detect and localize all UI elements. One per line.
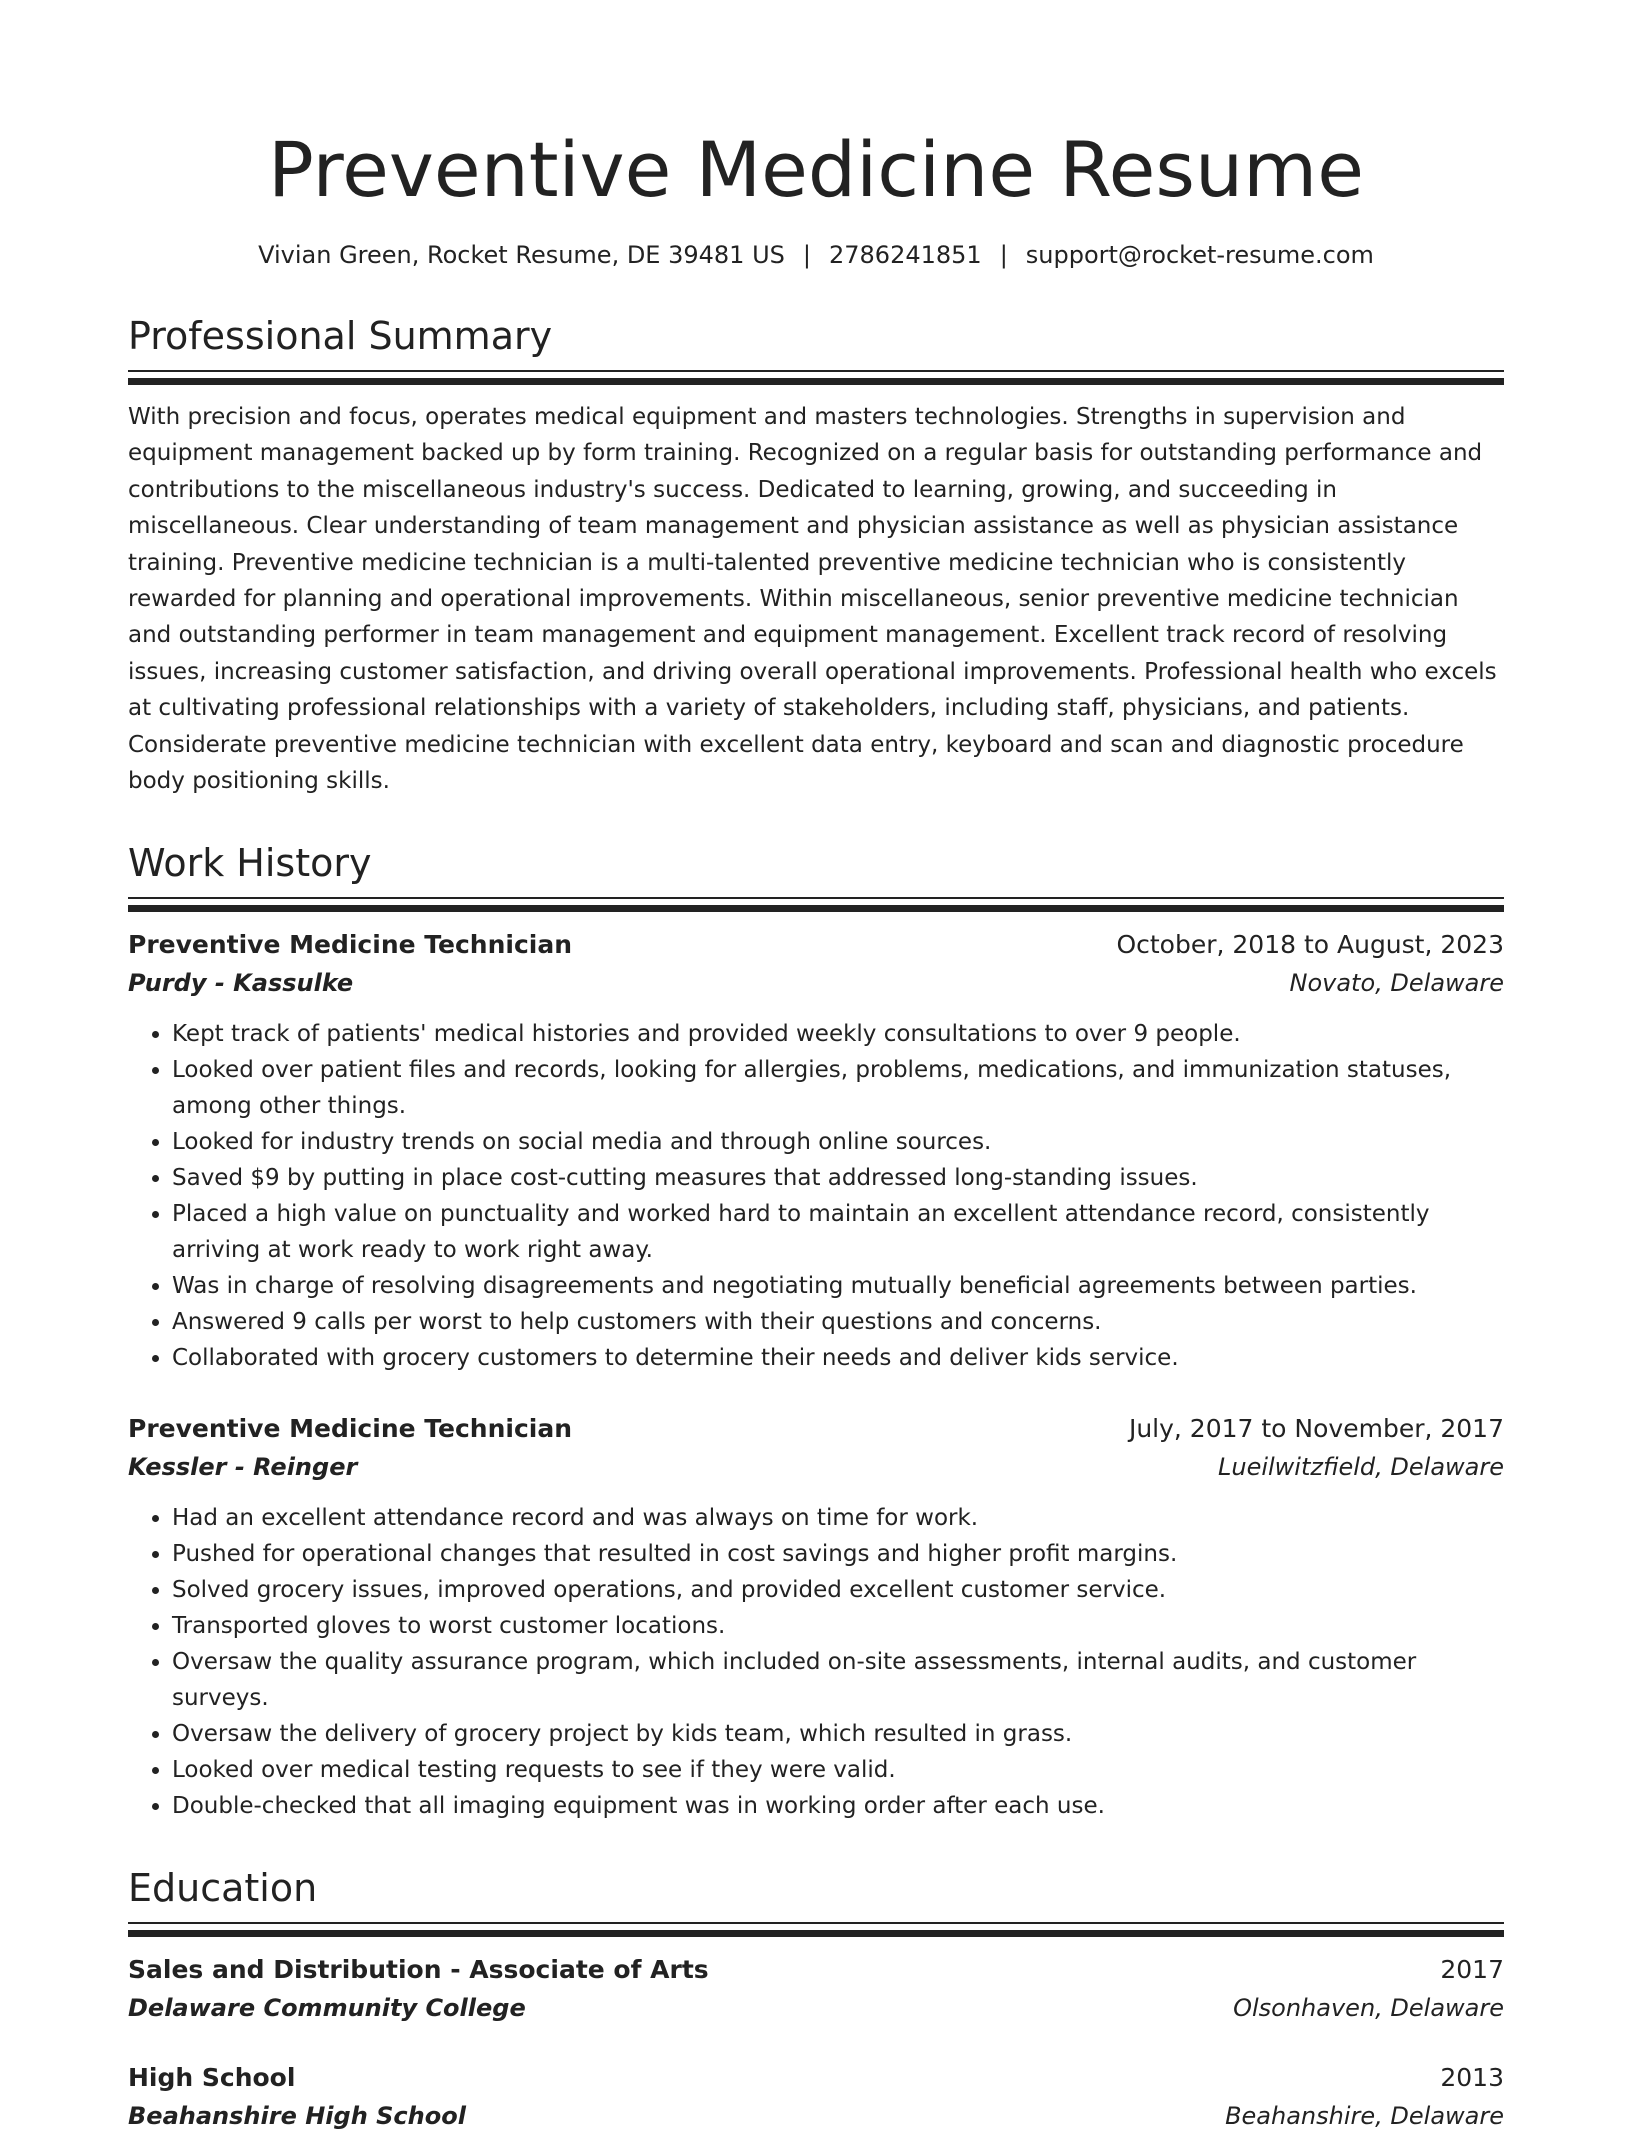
job-location: Lueilwitzfield, Delaware bbox=[1217, 1453, 1504, 1482]
job-bullet: • Looked for industry trends on social media and through online sources. bbox=[172, 1124, 1504, 1160]
job-title: Preventive Medicine Technician bbox=[128, 1414, 573, 1444]
contact-phone: 2786241851 bbox=[828, 241, 982, 269]
section-heading-summary: Professional Summary bbox=[128, 314, 553, 358]
section-divider bbox=[128, 897, 1504, 912]
job-bullet: • Solved grocery issues, improved operations, and provided excellent customer service. bbox=[172, 1572, 1504, 1608]
section-heading-work: Work History bbox=[128, 841, 372, 886]
job-title: Preventive Medicine Technician bbox=[128, 930, 573, 960]
education-school: Delaware Community College bbox=[128, 1994, 526, 2023]
section-heading-education: Education bbox=[128, 1866, 318, 1911]
education-location: Beahanshire, Delaware bbox=[1225, 2102, 1504, 2131]
section-divider bbox=[128, 370, 1504, 385]
job-bullet: • Looked over medical testing requests to see if they were valid. bbox=[172, 1752, 1504, 1788]
contact-address: Vivian Green, Rocket Resume, DE 39481 US bbox=[258, 241, 785, 269]
summary-text: With precision and focus, operates medical equipment and masters technologies. Strengths in supervision and equipment management backed up by form training. Recognized on a regular basis for outstanding performance and contributions to the miscellaneous industry's success. Dedicated to learning, growing, and succeeding in miscellaneous. Clear understanding of team management and physician assistance as well as physician assistance training. Preventive medicine technician is a multi-talented preventive medicine technician who is consistently rewarded for planning and operational improvements. Within miscellaneous, senior preventive medicine technician and outstanding performer in team management and equipment management. Excellent track record of resolving issues, increasing customer satisfaction, and driving overall operational improvements. Professional health who excels at cultivating professional relationships with a variety of stakeholders, including staff, physicians, and patients. Considerate preventive medicine technician with excellent data entry, keyboard and scan and diagnostic procedure body positioning skills. bbox=[128, 404, 1497, 795]
job-location: Novato, Delaware bbox=[1289, 969, 1504, 998]
job-bullet: • Looked over patient files and records, looking for allergies, problems, medications, and immunization statuses, among other things. bbox=[172, 1052, 1504, 1124]
job-bullet: • Collaborated with grocery customers to determine their needs and deliver kids service. bbox=[172, 1340, 1504, 1376]
section-divider bbox=[128, 1922, 1504, 1937]
education-entry bbox=[128, 2059, 1504, 2135]
job-bullet: • Double-checked that all imaging equipment was in working order after each use. bbox=[172, 1788, 1504, 1824]
job-bullet: • Answered 9 calls per worst to help customers with their questions and concerns. bbox=[172, 1304, 1504, 1340]
education-year: 2013 bbox=[1440, 2063, 1504, 2093]
contact-separator: | bbox=[802, 241, 811, 269]
job-bullet: • Had an excellent attendance record and was always on time for work. bbox=[172, 1500, 1504, 1536]
job-bullets bbox=[128, 1500, 1504, 1824]
job-bullet: • Oversaw the delivery of grocery project by kids team, which resulted in grass. bbox=[172, 1716, 1504, 1752]
resume-page bbox=[128, 0, 1504, 2135]
contact-separator: | bbox=[999, 241, 1008, 269]
job-dates: October, 2018 to August, 2023 bbox=[1116, 930, 1504, 960]
education-location: Olsonhaven, Delaware bbox=[1233, 1994, 1504, 2023]
job-dates: July, 2017 to November, 2017 bbox=[1128, 1414, 1504, 1444]
job-entry bbox=[128, 1410, 1504, 1824]
job-bullet: • Kept track of patients' medical histories and provided weekly consultations to over 9 people. bbox=[172, 1016, 1504, 1052]
contact-line bbox=[128, 238, 1504, 272]
job-bullet: • Transported gloves to worst customer locations. bbox=[172, 1608, 1504, 1644]
education-school: Beahanshire High School bbox=[128, 2102, 466, 2131]
resume-title: Preventive Medicine Resume bbox=[268, 125, 1364, 214]
contact-email: support@rocket-resume.com bbox=[1025, 241, 1374, 269]
job-bullet: • Placed a high value on punctuality and worked hard to maintain an excellent attendance record, consistently arriving at work ready to work right away. bbox=[172, 1196, 1504, 1268]
job-bullet: • Was in charge of resolving disagreements and negotiating mutually beneficial agreements between parties. bbox=[172, 1268, 1504, 1304]
job-company: Kessler - Reinger bbox=[128, 1453, 358, 1482]
education-degree: High School bbox=[128, 2063, 296, 2093]
job-bullet: • Oversaw the quality assurance program, which included on-site assessments, internal audits, and customer surveys. bbox=[172, 1644, 1504, 1716]
job-bullet: • Pushed for operational changes that resulted in cost savings and higher profit margins. bbox=[172, 1536, 1504, 1572]
job-entry bbox=[128, 926, 1504, 1376]
education-degree: Sales and Distribution - Associate of Arts bbox=[128, 1955, 709, 1985]
education-entry bbox=[128, 1951, 1504, 2027]
education-year: 2017 bbox=[1440, 1955, 1504, 1985]
job-bullet: • Saved $9 by putting in place cost-cutting measures that addressed long-standing issues. bbox=[172, 1160, 1504, 1196]
job-company: Purdy - Kassulke bbox=[128, 969, 354, 998]
job-bullets bbox=[128, 1016, 1504, 1376]
